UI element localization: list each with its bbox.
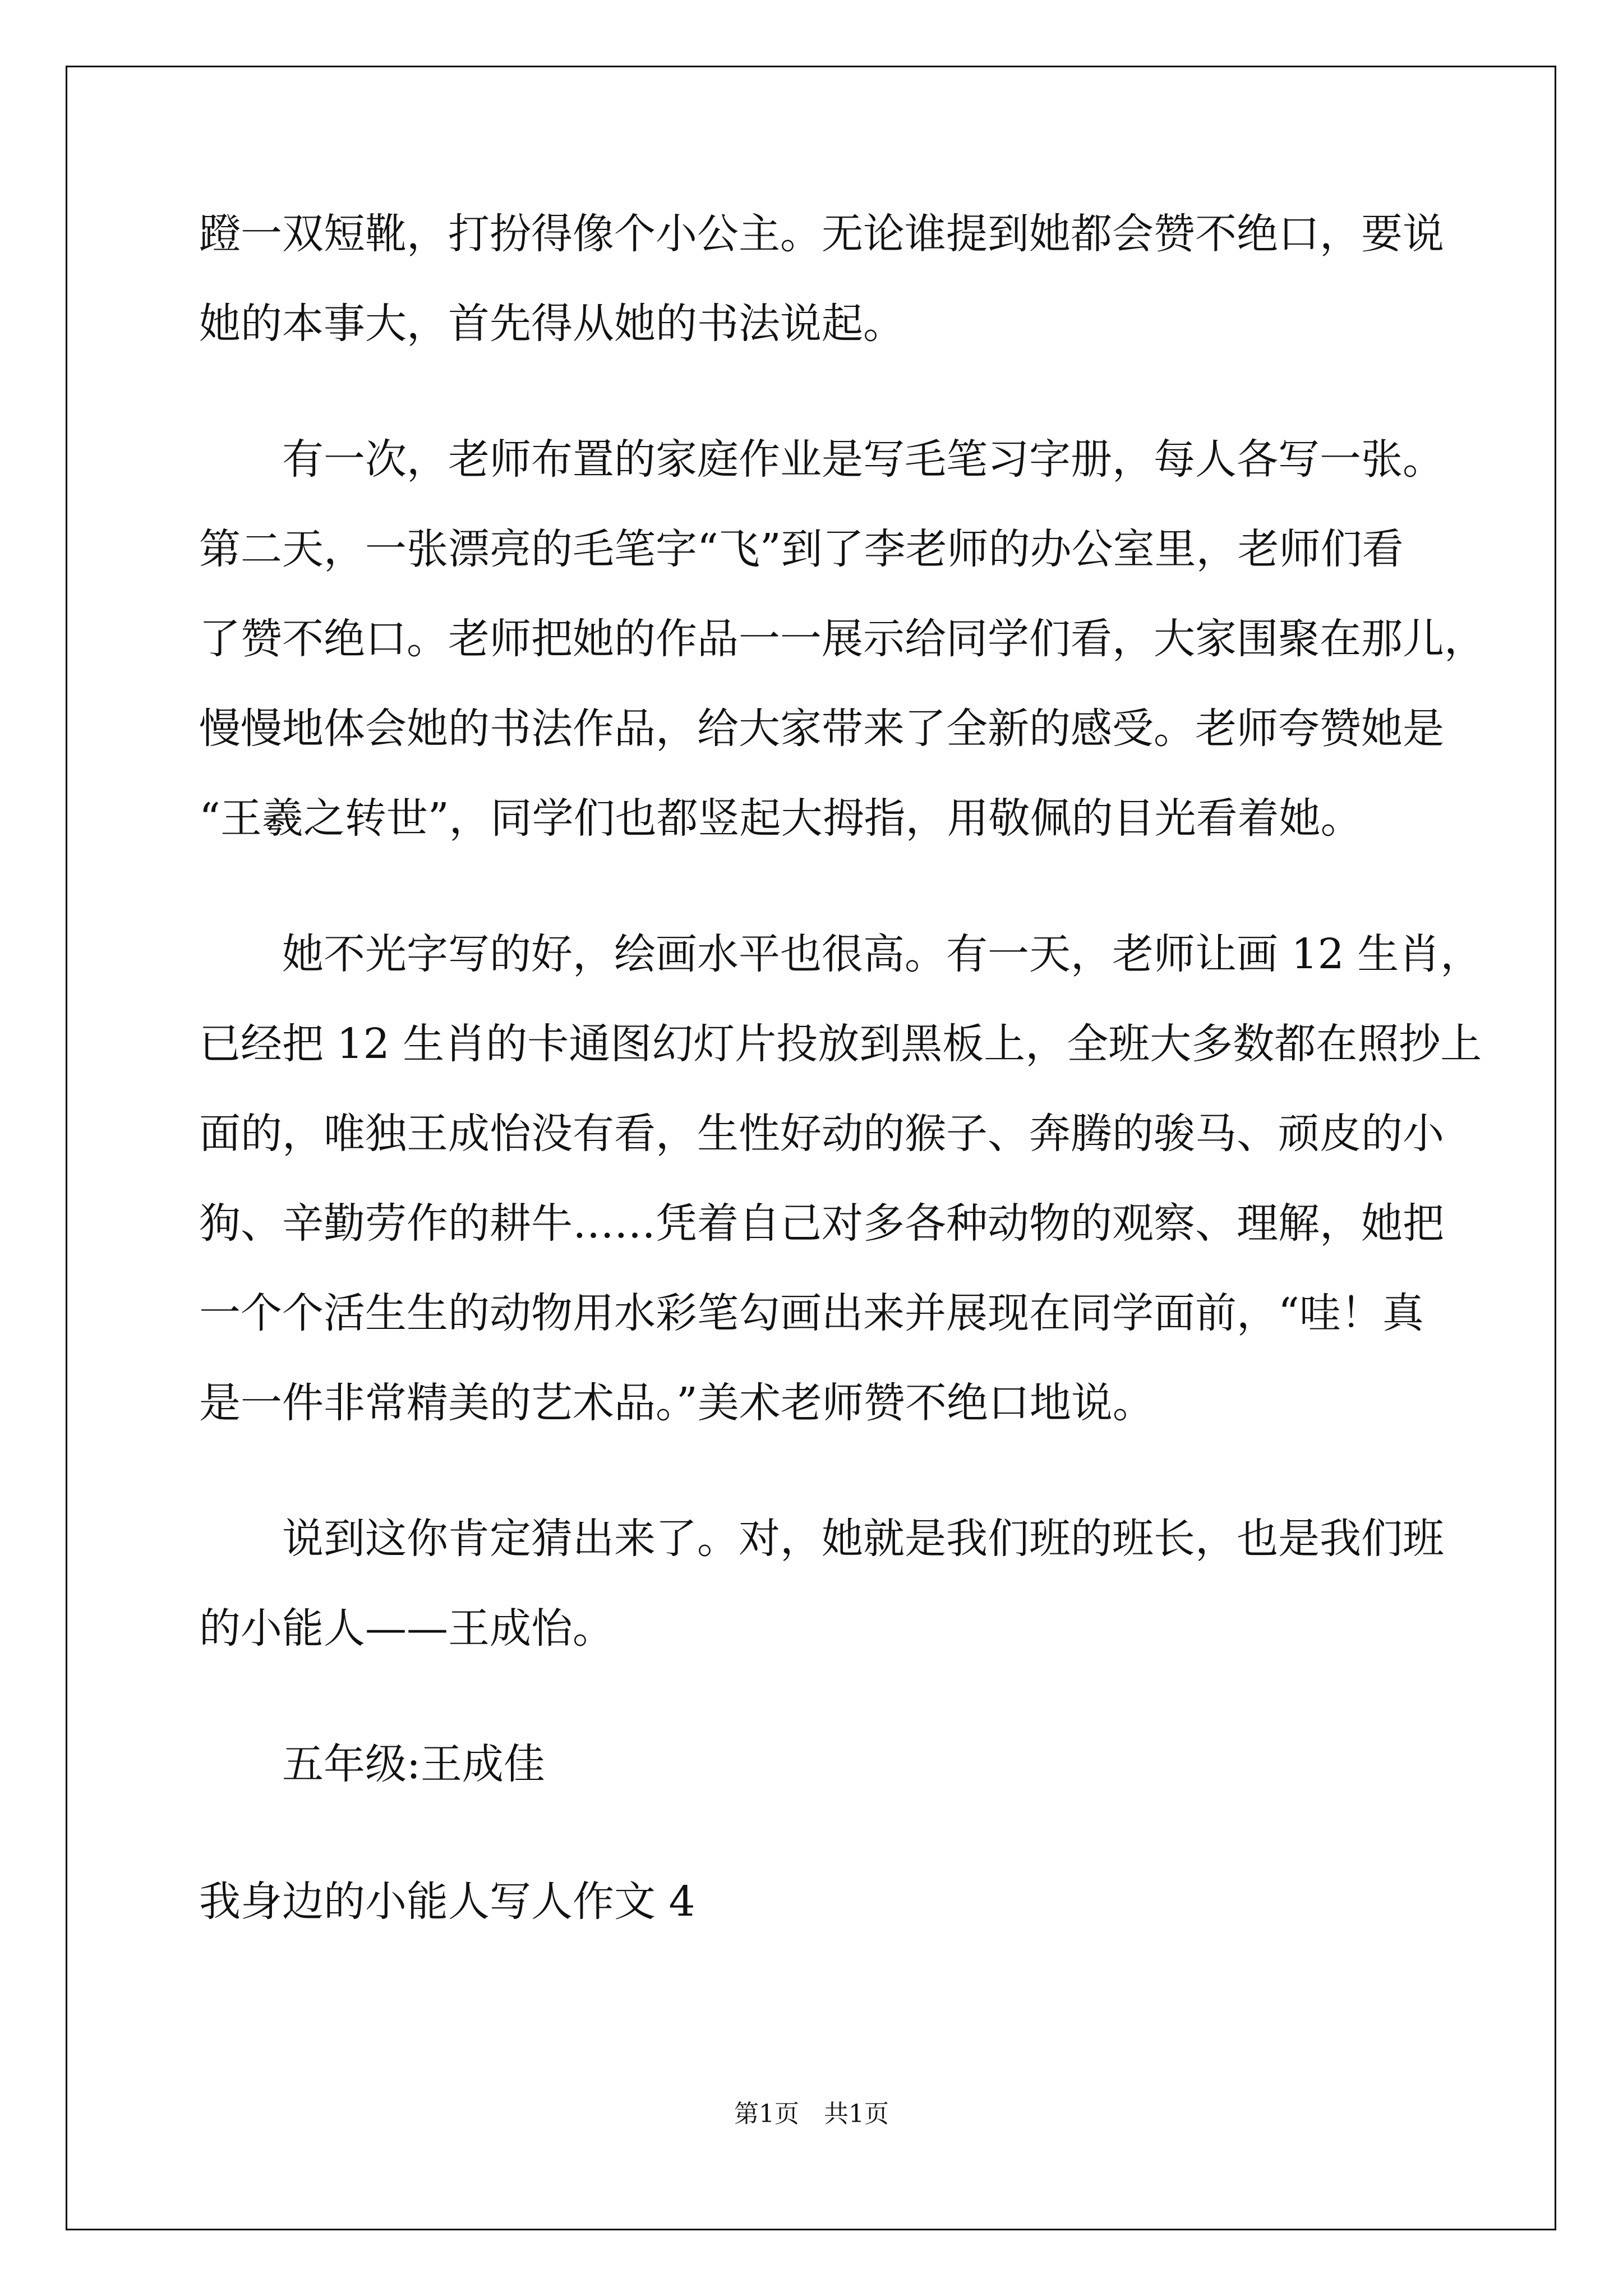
paragraph-start-line: 说到这你肯定猜出来了。对，她就是我们班的班长，也是我们班 xyxy=(282,1515,1444,1563)
text-line: 已经把 12 生肖的卡通图幻灯片投放到黑板上，全班大多数都在照抄上 xyxy=(199,1020,1482,1068)
text-line: 面的，唯独王成怡没有看，生性好动的猴子、奔腾的骏马、顽皮的小 xyxy=(199,1110,1444,1158)
paragraph-start-line: 她不光字写的好，绘画水平也很高。有一天，老师让画 12 生肖， xyxy=(282,930,1482,978)
text-line: 了赞不绝口。老师把她的作品一一展示给同学们看，大家围聚在那儿， xyxy=(199,615,1486,663)
text-line: 她的本事大，首先得从她的书法说起。 xyxy=(199,300,905,348)
text-line: 是一件非常精美的艺术品。”美术老师赞不绝口地说。 xyxy=(199,1379,1154,1427)
text-line: 慢慢地体会她的书法作品，给大家带来了全新的感受。老师夸赞她是 xyxy=(199,705,1444,753)
text-line: 狗、辛勤劳作的耕牛……凭着自己对多各种动物的观察、理解，她把 xyxy=(199,1199,1444,1248)
text-line: 蹬一双短靴，打扮得像个小公主。无论谁提到她都会赞不绝口，要说 xyxy=(199,210,1444,258)
essay-title: 我身边的小能人写人作文 4 xyxy=(199,1878,695,1926)
text-line: “王羲之转世”，同学们也都竖起大拇指，用敬佩的目光看着她。 xyxy=(199,794,1362,843)
text-line: 的小能人——王成怡。 xyxy=(199,1604,614,1653)
text-line: 第二天，一张漂亮的毛笔字“飞”到了李老师的办公室里，老师们看 xyxy=(199,525,1404,573)
author-line: 五年级:王成佳 xyxy=(282,1740,545,1788)
paragraph-start-line: 有一次，老师布置的家庭作业是写毛笔习字册，每人各写一张。 xyxy=(282,435,1444,484)
text-line: 一个个活生生的动物用水彩笔勾画出来并展现在同学面前，“哇！真 xyxy=(199,1289,1424,1337)
page-footer: 第1页 共1页 xyxy=(734,2100,889,2128)
